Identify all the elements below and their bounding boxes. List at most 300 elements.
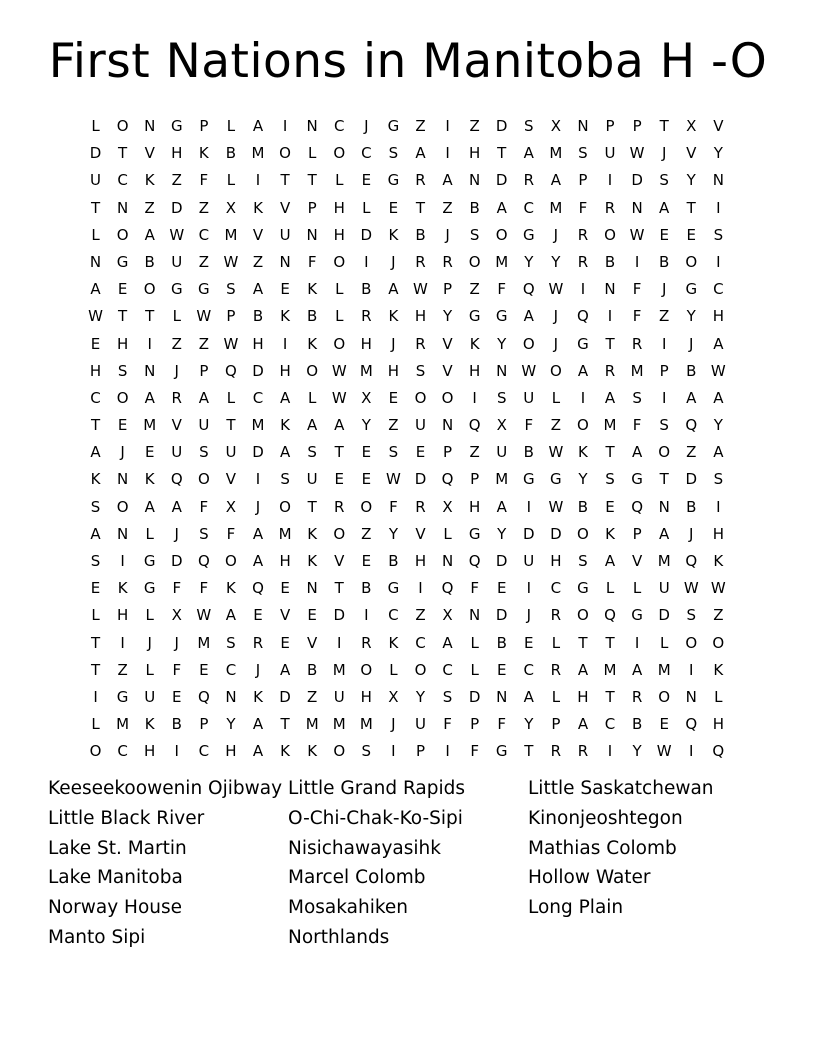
grid-letter[interactable]: L [632,579,642,598]
grid-letter[interactable]: S [686,606,697,625]
grid-letter[interactable]: A [496,198,507,217]
grid-letter[interactable]: K [253,198,263,217]
grid-letter[interactable]: W [548,280,564,299]
grid-letter[interactable]: Y [524,252,534,271]
grid-letter[interactable]: U [523,388,535,407]
grid-letter[interactable]: J [553,225,559,244]
grid-letter[interactable]: Y [497,524,507,543]
grid-letter[interactable]: S [469,225,480,244]
grid-letter[interactable]: S [713,225,724,244]
grid-letter[interactable]: E [361,443,372,462]
grid-letter[interactable]: L [470,660,479,679]
grid-letter[interactable]: C [198,225,210,244]
grid-letter[interactable]: G [170,280,183,299]
grid-letter[interactable]: B [604,252,616,271]
grid-letter[interactable]: B [415,225,426,244]
grid-letter[interactable]: N [685,687,697,706]
grid-letter[interactable]: A [713,388,724,407]
grid-letter[interactable]: T [226,416,236,435]
grid-letter[interactable]: Q [252,579,264,598]
grid-letter[interactable]: T [659,117,669,135]
grid-letter[interactable]: I [607,171,613,190]
grid-letter[interactable]: G [631,470,643,489]
grid-letter[interactable]: D [495,171,508,190]
grid-letter[interactable]: A [252,715,264,734]
grid-letter[interactable]: A [523,144,534,163]
grid-letter[interactable]: A [631,660,643,679]
grid-letter[interactable]: J [553,307,559,326]
grid-letter[interactable]: J [364,117,369,135]
grid-letter[interactable]: A [252,524,264,543]
grid-letter[interactable]: B [631,715,643,734]
grid-letter[interactable]: O [414,660,427,679]
grid-letter[interactable]: L [145,524,154,543]
grid-letter[interactable]: O [333,742,346,761]
grid-letter[interactable]: O [360,660,373,679]
grid-letter[interactable]: F [578,198,588,217]
grid-letter[interactable]: P [307,198,317,217]
grid-letter[interactable]: J [661,144,667,163]
grid-letter[interactable]: C [550,579,562,598]
grid-letter[interactable]: L [91,117,100,135]
grid-letter[interactable]: E [144,443,155,462]
grid-letter[interactable]: H [171,144,183,163]
grid-letter[interactable]: O [441,388,454,407]
grid-letter[interactable]: O [712,633,725,652]
grid-letter[interactable]: M [197,633,211,652]
grid-letter[interactable]: Q [468,416,481,435]
grid-letter[interactable]: O [333,252,346,271]
grid-letter[interactable]: Q [170,470,183,489]
grid-letter[interactable]: I [445,117,450,135]
grid-letter[interactable]: E [280,633,290,652]
grid-letter[interactable]: Z [713,606,724,625]
grid-letter[interactable]: X [686,117,697,135]
grid-letter[interactable]: O [414,388,427,407]
grid-letter[interactable]: N [441,552,454,570]
grid-letter[interactable]: F [199,497,209,516]
grid-letter[interactable]: B [496,633,507,652]
grid-letter[interactable]: N [89,252,102,271]
grid-letter[interactable]: Y [497,334,507,353]
grid-letter[interactable]: M [495,470,509,489]
grid-letter[interactable]: G [170,117,183,135]
grid-letter[interactable]: I [634,633,640,652]
grid-letter[interactable]: O [360,497,373,516]
grid-letter[interactable]: I [174,742,179,761]
grid-letter[interactable]: R [415,171,426,190]
grid-letter[interactable]: E [496,579,507,598]
grid-letter[interactable]: L [335,280,344,299]
grid-letter[interactable]: R [252,633,264,652]
grid-letter[interactable]: H [360,687,372,706]
grid-letter[interactable]: L [172,307,181,326]
grid-letter[interactable]: J [255,497,261,516]
grid-letter[interactable]: K [226,579,236,598]
grid-letter[interactable]: Q [197,687,210,706]
grid-letter[interactable]: Y [578,470,588,489]
grid-letter[interactable]: N [469,606,481,625]
grid-letter[interactable]: G [143,579,156,598]
grid-letter[interactable]: S [226,280,236,299]
grid-letter[interactable]: I [255,171,261,190]
grid-letter[interactable]: D [658,606,670,625]
grid-letter[interactable]: V [279,198,291,217]
grid-letter[interactable]: M [251,144,265,163]
grid-letter[interactable]: O [604,225,616,244]
grid-letter[interactable]: R [361,307,372,326]
grid-letter[interactable]: D [333,606,346,625]
grid-letter[interactable]: O [468,252,481,271]
grid-letter[interactable]: V [631,552,643,570]
grid-letter[interactable]: S [117,361,128,380]
grid-letter[interactable]: H [116,606,129,625]
grid-letter[interactable]: W [196,606,212,625]
grid-letter[interactable]: F [497,715,507,734]
grid-letter[interactable]: U [658,579,670,598]
grid-letter[interactable]: V [415,524,426,543]
grid-letter[interactable]: K [388,633,399,652]
grid-letter[interactable]: K [253,687,263,706]
grid-letter[interactable]: I [364,606,369,625]
grid-letter[interactable]: I [93,687,98,706]
grid-letter[interactable]: V [171,416,182,435]
grid-letter[interactable]: K [280,416,290,435]
grid-letter[interactable]: E [605,497,615,516]
grid-letter[interactable]: H [468,144,481,163]
grid-letter[interactable]: T [524,742,534,761]
grid-letter[interactable]: A [577,361,589,380]
grid-letter[interactable]: Z [198,198,209,217]
grid-letter[interactable]: U [279,225,291,244]
grid-letter[interactable]: B [686,497,697,516]
grid-letter[interactable]: Z [252,252,264,271]
grid-letter[interactable]: B [225,144,237,163]
grid-letter[interactable]: D [170,552,183,570]
grid-letter[interactable]: A [252,742,264,761]
grid-letter[interactable]: A [496,497,507,516]
grid-letter[interactable]: W [223,252,239,271]
grid-letter[interactable]: A [90,524,101,543]
grid-letter[interactable]: B [171,715,182,734]
grid-letter[interactable]: K [713,660,724,679]
grid-letter[interactable]: N [144,117,156,135]
grid-letter[interactable]: A [171,497,182,516]
grid-letter[interactable]: Z [388,416,399,435]
grid-letter[interactable]: O [279,497,291,516]
grid-letter[interactable]: A [307,416,318,435]
grid-letter[interactable]: G [116,687,129,706]
grid-letter[interactable]: V [686,144,697,163]
grid-letter[interactable]: O [685,252,698,271]
grid-letter[interactable]: X [361,388,372,407]
grid-letter[interactable]: D [631,171,643,190]
grid-letter[interactable]: O [577,606,589,625]
grid-letter[interactable]: W [683,579,699,598]
grid-letter[interactable]: I [445,144,450,163]
grid-letter[interactable]: I [607,742,613,761]
grid-letter[interactable]: S [307,443,317,462]
grid-letter[interactable]: K [117,579,128,598]
grid-letter[interactable]: I [120,552,125,570]
grid-letter[interactable]: T [307,171,317,190]
grid-letter[interactable]: U [604,144,616,163]
grid-letter[interactable]: L [307,388,317,407]
grid-letter[interactable]: G [522,225,535,244]
grid-letter[interactable]: R [415,497,426,516]
grid-letter[interactable]: L [443,524,452,543]
grid-letter[interactable]: T [118,144,128,163]
grid-letter[interactable]: I [337,633,342,652]
grid-letter[interactable]: O [116,117,129,135]
grid-letter[interactable]: N [469,171,481,190]
grid-letter[interactable]: Y [442,307,453,326]
grid-letter[interactable]: L [551,633,561,652]
grid-letter[interactable]: E [524,633,534,652]
grid-letter[interactable]: I [689,660,694,679]
grid-letter[interactable]: G [116,252,129,271]
grid-letter[interactable]: A [144,388,155,407]
grid-letter[interactable]: B [577,497,589,516]
grid-letter[interactable]: A [90,280,101,299]
grid-letter[interactable]: R [171,388,182,407]
grid-letter[interactable]: J [526,606,531,625]
grid-letter[interactable]: M [359,715,373,734]
grid-letter[interactable]: A [388,280,399,299]
grid-letter[interactable]: H [89,361,102,380]
grid-letter[interactable]: Y [415,687,426,706]
grid-letter[interactable]: O [116,225,129,244]
grid-letter[interactable]: J [174,361,179,380]
grid-letter[interactable]: A [550,171,561,190]
grid-letter[interactable]: G [550,470,562,489]
grid-letter[interactable]: M [278,524,292,543]
grid-letter[interactable]: W [196,307,212,326]
grid-letter[interactable]: K [388,225,399,244]
grid-letter[interactable]: R [334,497,345,516]
grid-letter[interactable]: T [280,715,290,734]
grid-letter[interactable]: J [553,334,559,353]
grid-letter[interactable]: W [331,388,347,407]
grid-letter[interactable]: A [198,388,209,407]
grid-letter[interactable]: I [607,307,613,326]
grid-letter[interactable]: Q [441,470,454,489]
grid-letter[interactable]: S [199,524,209,543]
grid-letter[interactable]: U [171,443,183,462]
grid-letter[interactable]: A [442,171,453,190]
grid-letter[interactable]: X [225,497,237,516]
grid-letter[interactable]: T [605,334,615,353]
grid-letter[interactable]: A [144,497,155,516]
grid-letter[interactable]: K [713,552,724,570]
grid-letter[interactable]: D [685,470,698,489]
grid-letter[interactable]: C [198,742,210,761]
grid-letter[interactable]: O [225,552,237,570]
grid-letter[interactable]: W [169,225,185,244]
grid-letter[interactable]: X [550,117,561,135]
grid-letter[interactable]: M [251,416,265,435]
grid-letter[interactable]: R [604,198,616,217]
grid-letter[interactable]: K [144,171,155,190]
grid-letter[interactable]: V [252,225,264,244]
grid-letter[interactable]: O [333,144,346,163]
grid-letter[interactable]: U [306,470,318,489]
grid-letter[interactable]: I [580,280,586,299]
grid-letter[interactable]: Q [441,579,454,598]
grid-letter[interactable]: H [279,552,291,570]
grid-letter[interactable]: Z [171,171,182,190]
grid-letter[interactable]: G [387,171,400,190]
grid-letter[interactable]: M [630,361,644,380]
grid-letter[interactable]: A [523,307,534,326]
grid-letter[interactable]: M [549,198,563,217]
grid-letter[interactable]: V [225,470,237,489]
grid-letter[interactable]: A [144,225,155,244]
grid-letter[interactable]: L [226,171,236,190]
grid-letter[interactable]: R [631,687,643,706]
grid-letter[interactable]: R [577,225,589,244]
grid-letter[interactable]: E [172,687,182,706]
grid-letter[interactable]: J [689,524,694,543]
grid-letter[interactable]: E [659,225,669,244]
grid-letter[interactable]: L [226,117,236,135]
grid-letter[interactable]: C [523,660,535,679]
grid-letter[interactable]: O [658,443,671,462]
grid-letter[interactable]: H [333,225,345,244]
grid-letter[interactable]: R [577,742,589,761]
grid-letter[interactable]: J [120,443,125,462]
grid-letter[interactable]: Q [522,280,535,299]
grid-letter[interactable]: P [578,171,588,190]
grid-letter[interactable]: T [605,443,615,462]
grid-letter[interactable]: I [716,252,721,271]
grid-letter[interactable]: P [226,307,236,326]
grid-letter[interactable]: A [252,117,264,135]
grid-letter[interactable]: J [391,252,396,271]
grid-letter[interactable]: Y [713,144,723,163]
grid-letter[interactable]: O [577,416,589,435]
grid-letter[interactable]: Y [524,715,534,734]
grid-letter[interactable]: E [199,660,209,679]
grid-letter[interactable]: L [91,606,100,625]
grid-letter[interactable]: A [415,144,426,163]
grid-letter[interactable]: H [116,334,129,353]
grid-letter[interactable]: C [117,171,128,190]
grid-letter[interactable]: W [629,144,645,163]
grid-letter[interactable]: N [306,225,318,244]
grid-letter[interactable]: O [333,524,346,543]
grid-letter[interactable]: R [550,660,562,679]
grid-letter[interactable]: I [689,742,694,761]
grid-letter[interactable]: I [364,252,369,271]
grid-letter[interactable]: V [442,361,453,380]
grid-letter[interactable]: O [89,742,102,761]
grid-letter[interactable]: T [280,171,290,190]
grid-letter[interactable]: J [174,524,179,543]
grid-letter[interactable]: E [361,470,372,489]
grid-letter[interactable]: E [307,606,317,625]
grid-letter[interactable]: G [468,524,481,543]
grid-letter[interactable]: M [603,416,617,435]
grid-letter[interactable]: J [661,280,667,299]
grid-letter[interactable]: L [91,225,100,244]
grid-letter[interactable]: T [659,470,669,489]
grid-letter[interactable]: V [279,606,291,625]
grid-letter[interactable]: A [604,552,616,570]
grid-letter[interactable]: M [657,660,671,679]
grid-letter[interactable]: H [360,334,372,353]
grid-letter[interactable]: V [713,117,724,135]
grid-letter[interactable]: N [306,117,318,135]
grid-letter[interactable]: Z [171,334,182,353]
grid-letter[interactable]: J [689,334,694,353]
grid-letter[interactable]: K [280,742,290,761]
grid-letter[interactable]: S [415,361,426,380]
grid-letter[interactable]: I [526,497,531,516]
grid-letter[interactable]: Z [415,117,426,135]
grid-letter[interactable]: F [470,742,479,761]
grid-letter[interactable]: B [361,280,372,299]
grid-letter[interactable]: B [659,252,670,271]
grid-letter[interactable]: A [604,388,616,407]
grid-letter[interactable]: I [661,334,667,353]
grid-letter[interactable]: E [117,280,128,299]
grid-letter[interactable]: D [252,443,264,462]
grid-letter[interactable]: T [605,633,615,652]
grid-letter[interactable]: W [656,742,672,761]
grid-letter[interactable]: Z [659,307,670,326]
grid-letter[interactable]: X [388,687,399,706]
grid-letter[interactable]: W [413,280,428,299]
grid-letter[interactable]: S [578,552,588,570]
grid-letter[interactable]: T [145,307,155,326]
grid-letter[interactable]: N [441,416,454,435]
grid-letter[interactable]: S [659,416,669,435]
grid-letter[interactable]: S [199,443,209,462]
grid-letter[interactable]: L [145,660,154,679]
grid-letter[interactable]: C [523,198,535,217]
grid-letter[interactable]: L [714,687,723,706]
grid-letter[interactable]: L [307,144,317,163]
grid-letter[interactable]: O [143,280,156,299]
grid-letter[interactable]: C [415,633,426,652]
grid-letter[interactable]: I [526,579,531,598]
grid-letter[interactable]: Z [469,117,480,135]
grid-letter[interactable]: I [418,579,423,598]
grid-letter[interactable]: Y [713,416,723,435]
grid-letter[interactable]: P [551,715,561,734]
grid-letter[interactable]: I [634,252,640,271]
grid-letter[interactable]: I [282,334,288,353]
grid-letter[interactable]: T [334,443,344,462]
grid-letter[interactable]: B [307,660,318,679]
grid-letter[interactable]: N [279,252,291,271]
grid-letter[interactable]: W [710,579,726,598]
grid-letter[interactable]: S [524,117,534,135]
grid-letter[interactable]: A [659,198,670,217]
grid-letter[interactable]: D [495,552,508,570]
grid-letter[interactable]: T [415,198,426,217]
grid-letter[interactable]: U [523,552,535,570]
grid-letter[interactable]: A [279,443,291,462]
grid-letter[interactable]: E [659,715,669,734]
grid-letter[interactable]: H [468,497,481,516]
grid-letter[interactable]: L [389,660,398,679]
grid-letter[interactable]: H [577,687,589,706]
grid-letter[interactable]: U [171,252,183,271]
grid-letter[interactable]: E [253,606,263,625]
grid-letter[interactable]: I [445,742,450,761]
